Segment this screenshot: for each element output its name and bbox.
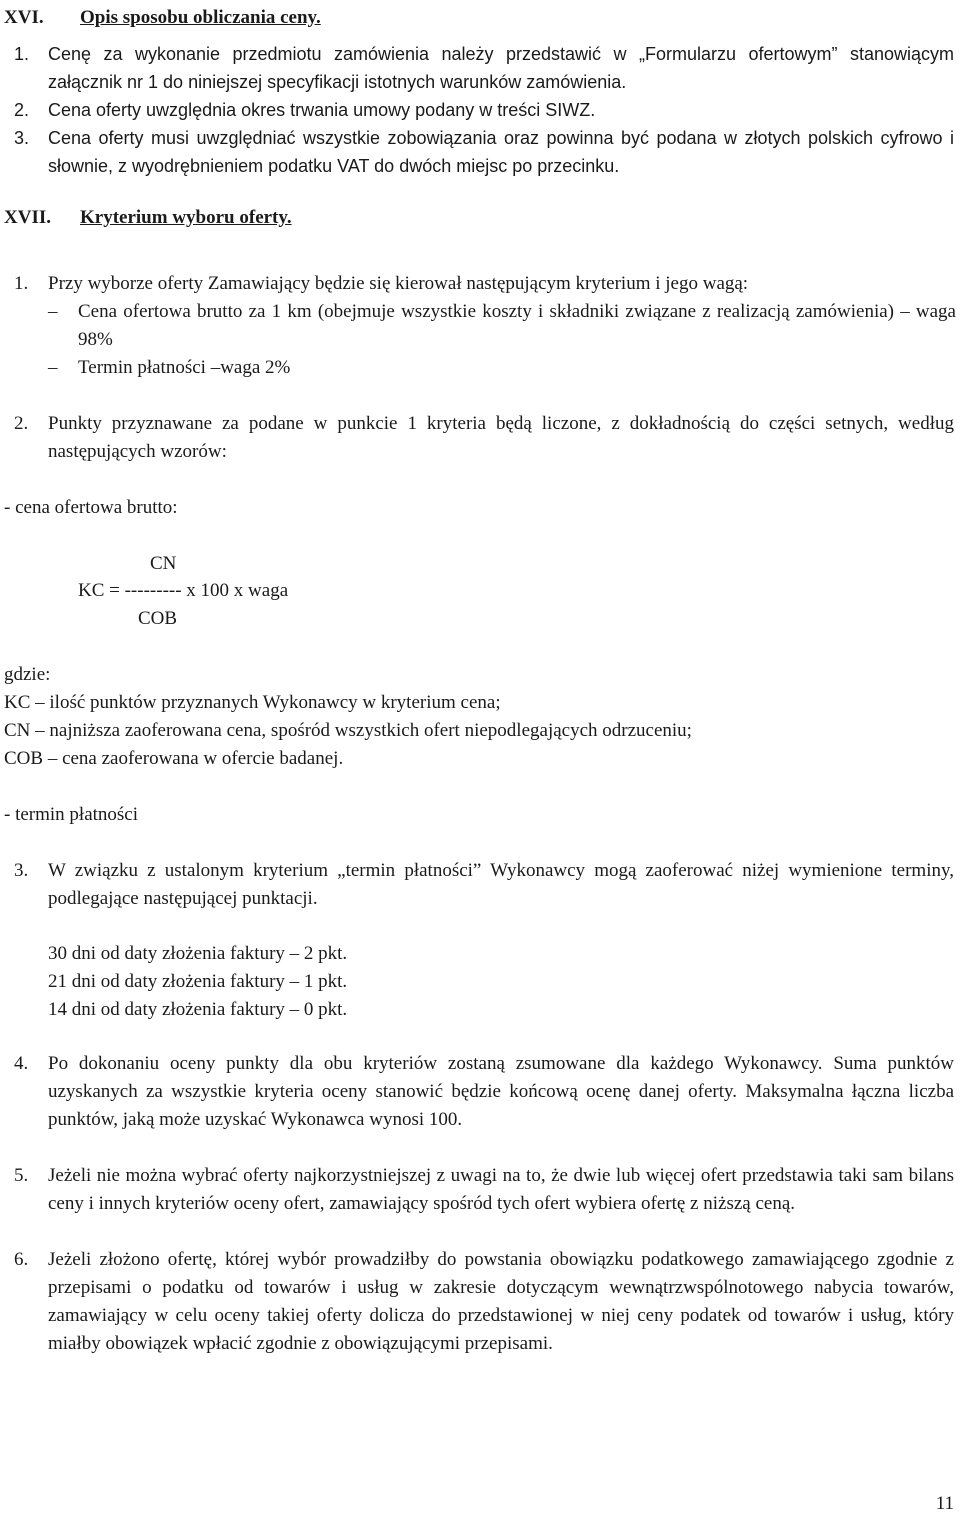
s17-item-4-text: Po dokonaniu oceny punkty dla obu kryteriów zostaną zsumowane dla każdego Wykonawcy. Suma punktów uzyskanych za wszystkie kryteria oceny stanowić będzie końcową ocenę danej oferty. Maksymalna łączna liczba punktów, jaką może uzyskać Wykonawca wynosi 100.	[48, 1053, 954, 1130]
s17-item-2-number: 2.	[14, 413, 29, 434]
formula-numerator: CN	[150, 553, 177, 574]
section-16-title: Opis sposobu obliczania ceny.	[80, 7, 321, 28]
payment-term-14: 14 dni od daty złożenia faktury – 0 pkt.	[48, 999, 348, 1020]
criterion-1-text: Cena ofertowa brutto za 1 km (obejmuje wszystkie koszty i składniki związane z realizacją zamówienia) – waga 98%	[78, 301, 956, 350]
definition-cob: COB – cena zaoferowana w ofercie badanej.	[4, 748, 344, 769]
section-17-heading	[4, 204, 292, 232]
s17-item-3-text: W związku z ustalonym kryterium „termin płatności” Wykonawcy mogą zaoferować niżej wymienione terminy, podlegające następującej punktacji.	[48, 860, 954, 909]
formula-line: KC = --------- x 100 x waga	[78, 580, 289, 601]
section-17-number: XVII.	[4, 207, 51, 228]
s17-item-4-number: 4.	[14, 1053, 29, 1074]
criterion-2-text: Termin płatności –waga 2%	[78, 357, 291, 378]
payment-term-30: 30 dni od daty złożenia faktury – 2 pkt.	[48, 943, 348, 964]
s16-item-3-number: 3.	[14, 128, 30, 148]
section-16-number: XVI.	[4, 7, 44, 28]
formula-denominator: COB	[138, 608, 178, 629]
s16-item-3-text: Cena oferty musi uwzględniać wszystkie zobowiązania oraz powinna być podana w złotych polskich cyfrowo i słownie, z wyodrębnieniem podatku VAT do dwóch miejsc po przecinku.	[48, 128, 954, 176]
payment-label: - termin płatności	[4, 804, 139, 825]
payment-term-21: 21 dni od daty złożenia faktury – 1 pkt.	[48, 971, 348, 992]
definition-cn: CN – najniższa zaoferowana cena, spośród wszystkich ofert niepodlegających odrzuceniu;	[4, 720, 692, 741]
s16-item-2-number: 2.	[14, 100, 30, 120]
s17-item-5-number: 5.	[14, 1165, 29, 1186]
s16-item-1-text: Cenę za wykonanie przedmiotu zamówienia należy przedstawić w „Formularzu ofertowym” stanowiącym załącznik nr 1 do niniejszej specyfikacji istotnych warunków zamówienia.	[48, 44, 954, 92]
s17-item-6-number: 6.	[14, 1249, 29, 1270]
s17-item-1-number: 1.	[14, 273, 29, 294]
page-number: 11	[935, 1493, 954, 1514]
section-16-heading	[4, 4, 321, 32]
s17-item-6-text: Jeżeli złożono ofertę, której wybór prowadziłby do powstania obowiązku podatkowego zamawiającego zgodnie z przepisami o podatku od towarów i usług w zakresie dotyczącym wewnątrzwspólnotowego nabycia towarów, zamawiający w celu oceny takiej oferty dolicza do przedstawionej w niej ceny podatek od towarów i usług, który miałby obowiązek wpłacić zgodnie z obowiązującymi przepisami.	[48, 1249, 954, 1354]
s17-item-3-number: 3.	[14, 860, 29, 881]
criterion-1-dash: –	[48, 301, 58, 322]
where-label: gdzie:	[4, 664, 51, 685]
s17-item-1-text: Przy wyborze oferty Zamawiający będzie się kierował następującym kryterium i jego wagą:	[48, 273, 749, 294]
criterion-2-dash: –	[48, 357, 58, 378]
s16-item-2-text: Cena oferty uwzględnia okres trwania umowy podany w treści SIWZ.	[48, 100, 596, 120]
s17-item-5-text: Jeżeli nie można wybrać oferty najkorzystniejszej z uwagi na to, że dwie lub więcej ofert przedstawia taki sam bilans ceny i innych kryteriów oceny ofert, zamawiający spośród tych ofert wybiera ofertę z niższą ceną.	[48, 1165, 954, 1214]
definition-kc: KC – ilość punktów przyznanych Wykonawcy w kryterium cena;	[4, 692, 501, 713]
s17-item-2-text: Punkty przyznawane za podane w punkcie 1 kryteria będą liczone, z dokładnością do części setnych, według następujących wzorów:	[48, 413, 954, 462]
s16-item-1-number: 1.	[14, 44, 30, 64]
price-label: - cena ofertowa brutto:	[4, 497, 178, 518]
section-17-title: Kryterium wyboru oferty.	[80, 207, 292, 228]
